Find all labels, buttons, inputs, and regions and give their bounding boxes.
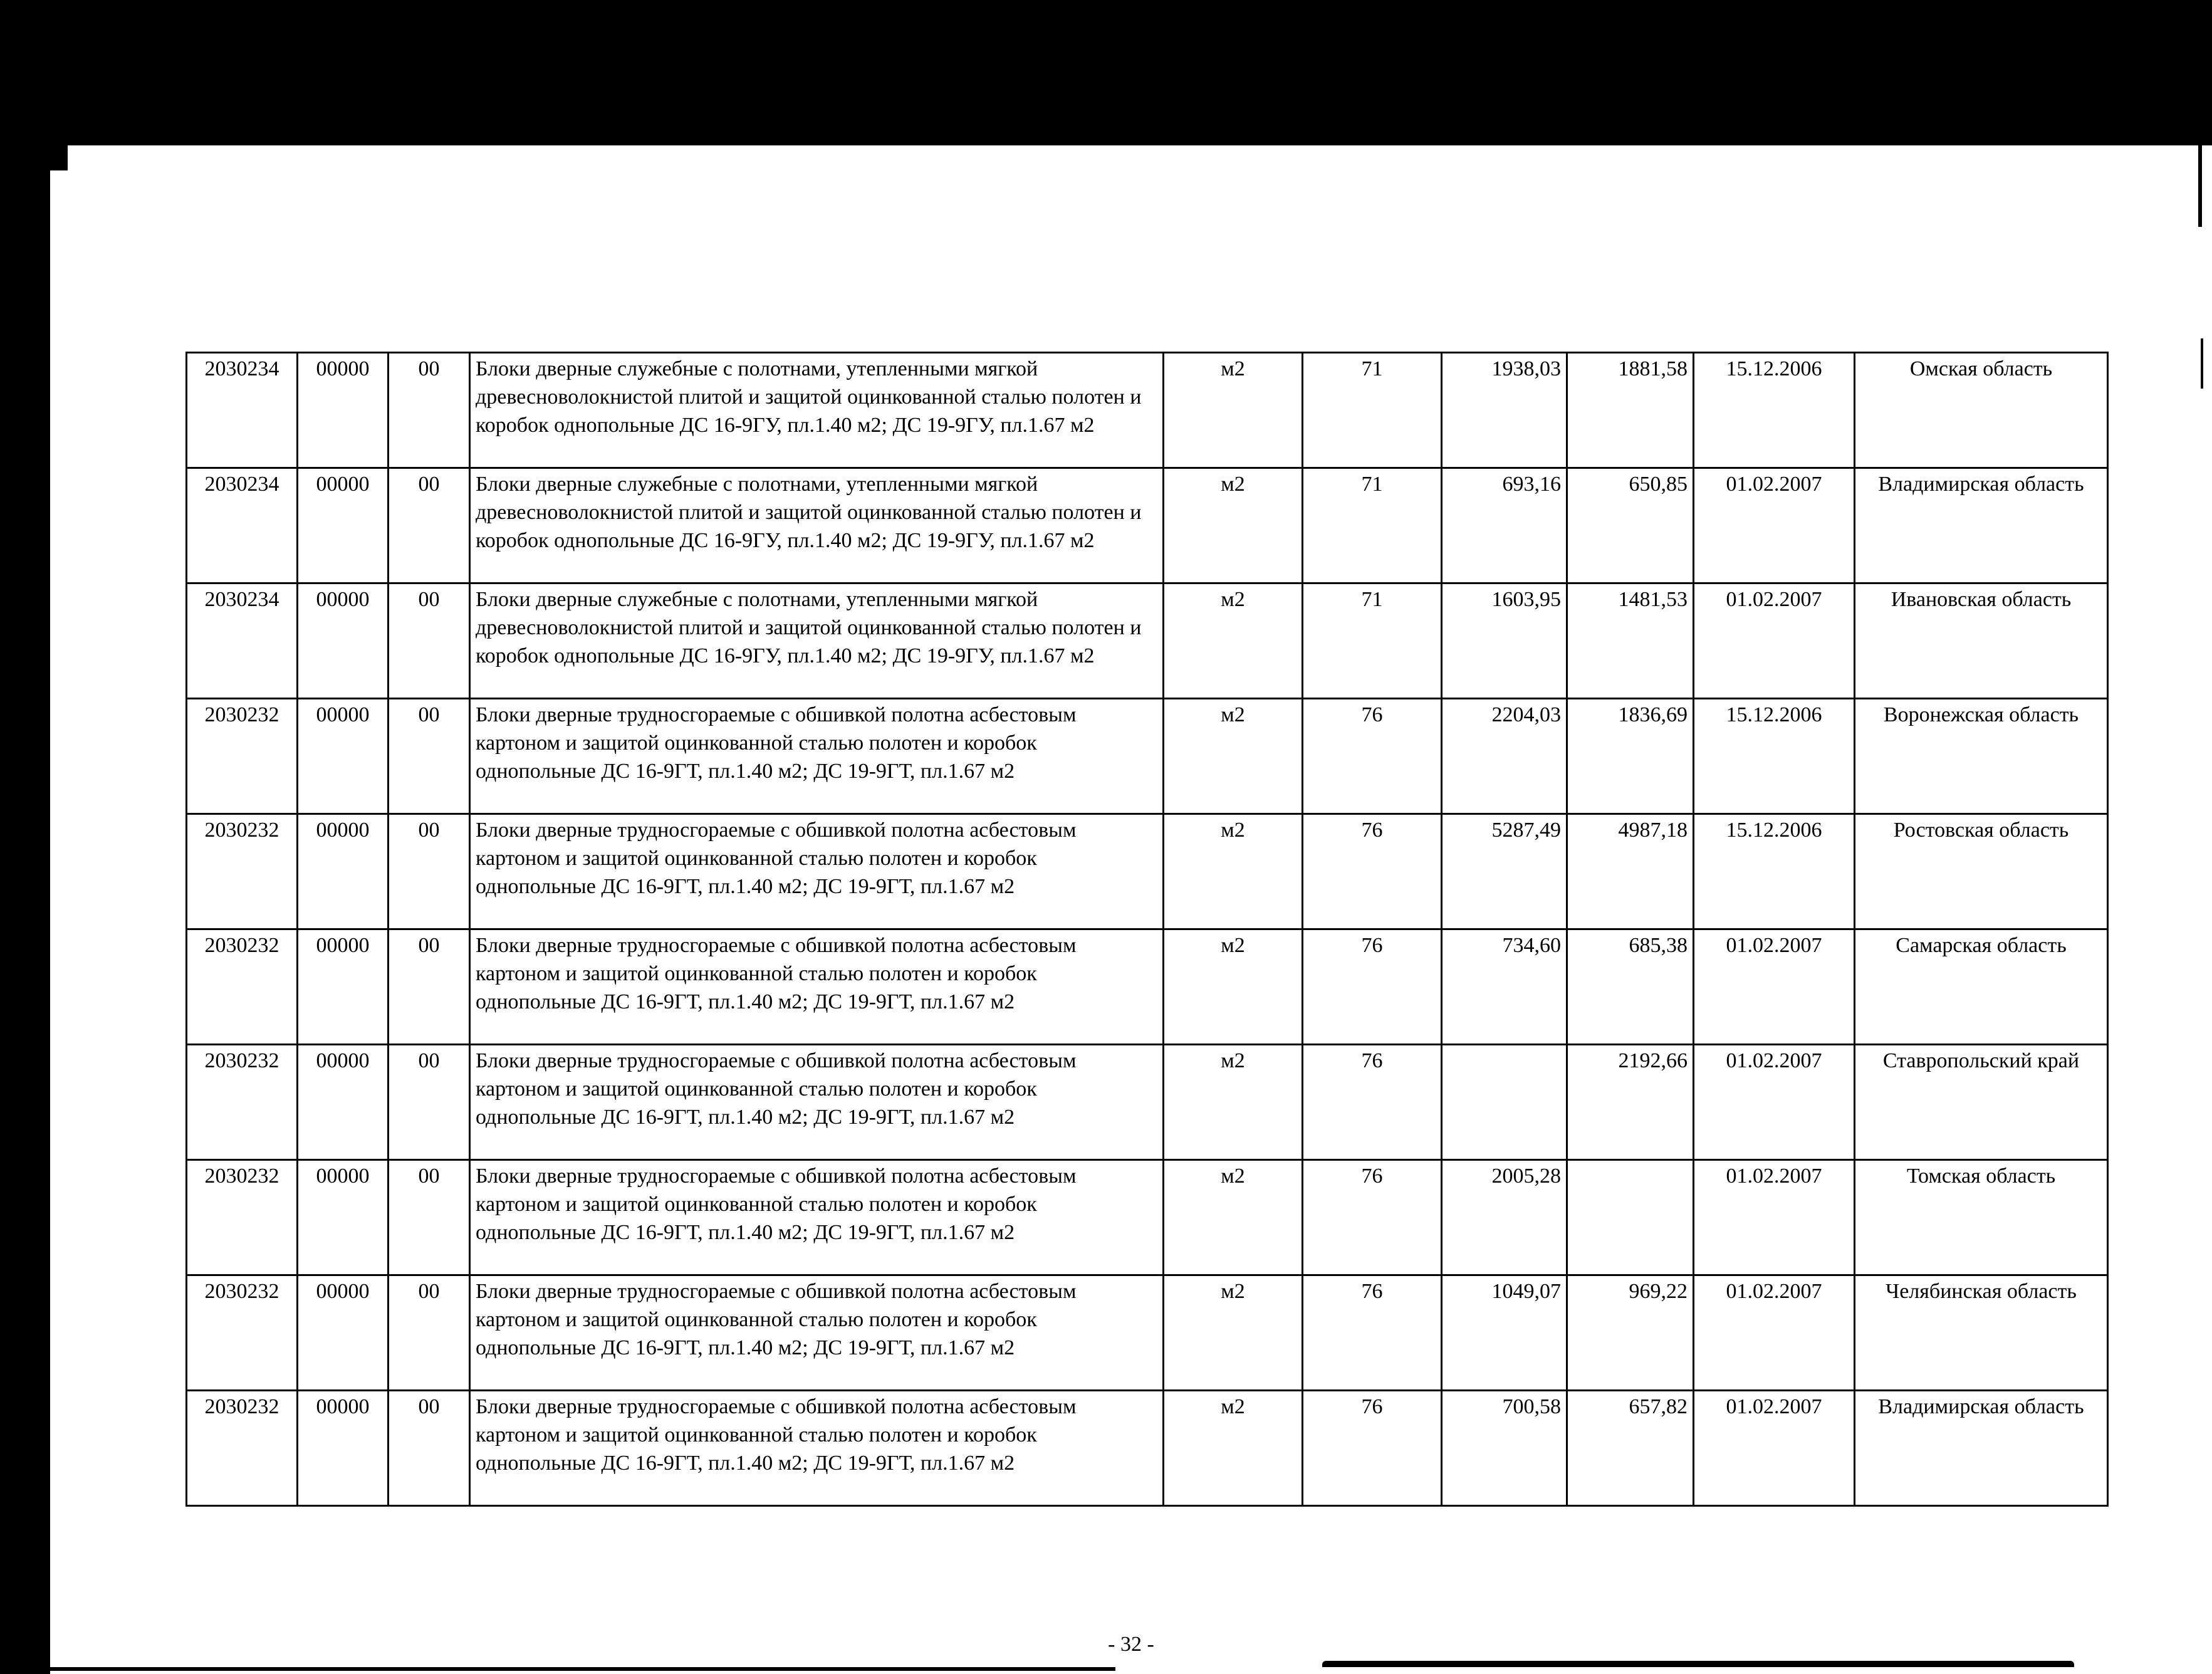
sub-code-cell: 00000	[298, 353, 389, 468]
group-code-cell: 76	[1303, 929, 1442, 1045]
price-without-vat-cell: 1836,69	[1567, 699, 1694, 814]
sub-code-cell: 00000	[298, 1160, 389, 1275]
table-body	[187, 353, 2108, 1506]
unit-cell: м2	[1164, 1275, 1303, 1391]
table-row	[187, 353, 2108, 468]
group-code-cell: 76	[1303, 699, 1442, 814]
price-without-vat-cell: 2192,66	[1567, 1045, 1694, 1160]
scan-line-bottom-left	[50, 1667, 1115, 1671]
price-without-vat-cell: 1881,58	[1567, 353, 1694, 468]
item-description-cell: Блоки дверные трудносгораемые с обшивкой полотна асбестовым картоном и защитой оцинкованной сталью полотен и коробок однопольные ДС 16-9ГТ, пл.1.40 м2; ДС 19-9ГТ, пл.1.67 м2	[470, 814, 1164, 929]
table-row	[187, 699, 2108, 814]
table-row	[187, 583, 2108, 699]
price-date-cell: 01.02.2007	[1694, 468, 1855, 583]
item-code-cell: 2030232	[187, 1045, 298, 1160]
unit-cell: м2	[1164, 1391, 1303, 1506]
table-row	[187, 1391, 2108, 1506]
group-code-cell: 76	[1303, 1275, 1442, 1391]
unit-cell: м2	[1164, 583, 1303, 699]
unit-cell: м2	[1164, 353, 1303, 468]
sub-code-cell: 00000	[298, 583, 389, 699]
sub-code-2-cell: 00	[389, 1045, 470, 1160]
price-date-cell: 01.02.2007	[1694, 1160, 1855, 1275]
item-description-cell: Блоки дверные трудносгораемые с обшивкой полотна асбестовым картоном и защитой оцинкованной сталью полотен и коробок однопольные ДС 16-9ГТ, пл.1.40 м2; ДС 19-9ГТ, пл.1.67 м2	[470, 1275, 1164, 1391]
region-cell: Томская область	[1855, 1160, 2108, 1275]
item-description-cell: Блоки дверные служебные с полотнами, утепленными мягкой древесноволокнистой плитой и защитой оцинкованной сталью полотен и коробок однопольные ДС 16-9ГУ, пл.1.40 м2; ДС 19-9ГУ, пл.1.67 м2	[470, 353, 1164, 468]
price-date-cell: 01.02.2007	[1694, 583, 1855, 699]
price-without-vat-cell: 1481,53	[1567, 583, 1694, 699]
table-row	[187, 929, 2108, 1045]
table-row	[187, 814, 2108, 929]
item-code-cell: 2030232	[187, 699, 298, 814]
group-code-cell: 76	[1303, 814, 1442, 929]
price-date-cell: 01.02.2007	[1694, 1391, 1855, 1506]
group-code-cell: 71	[1303, 583, 1442, 699]
sub-code-2-cell: 00	[389, 468, 470, 583]
price-date-cell: 15.12.2006	[1694, 353, 1855, 468]
price-with-vat-cell: 1938,03	[1442, 353, 1567, 468]
price-without-vat-cell: 657,82	[1567, 1391, 1694, 1506]
item-code-cell: 2030234	[187, 353, 298, 468]
price-with-vat-cell: 5287,49	[1442, 814, 1567, 929]
unit-cell: м2	[1164, 1160, 1303, 1275]
price-with-vat-cell: 700,58	[1442, 1391, 1567, 1506]
sub-code-cell: 00000	[298, 814, 389, 929]
sub-code-2-cell: 00	[389, 814, 470, 929]
scan-border-left	[0, 145, 50, 1674]
region-cell: Омская область	[1855, 353, 2108, 468]
region-cell: Ростовская область	[1855, 814, 2108, 929]
price-with-vat-cell: 693,16	[1442, 468, 1567, 583]
sub-code-cell: 00000	[298, 1275, 389, 1391]
table-row	[187, 1275, 2108, 1391]
sub-code-cell: 00000	[298, 699, 389, 814]
region-cell: Владимирская область	[1855, 468, 2108, 583]
item-description-cell: Блоки дверные трудносгораемые с обшивкой полотна асбестовым картоном и защитой оцинкованной сталью полотен и коробок однопольные ДС 16-9ГТ, пл.1.40 м2; ДС 19-9ГТ, пл.1.67 м2	[470, 699, 1164, 814]
sub-code-2-cell: 00	[389, 1275, 470, 1391]
scan-border-top	[0, 0, 2212, 145]
region-cell: Челябинская область	[1855, 1275, 2108, 1391]
price-date-cell: 01.02.2007	[1694, 1275, 1855, 1391]
sub-code-cell: 00000	[298, 468, 389, 583]
item-description-cell: Блоки дверные трудносгораемые с обшивкой полотна асбестовым картоном и защитой оцинкованной сталью полотен и коробок однопольные ДС 16-9ГТ, пл.1.40 м2; ДС 19-9ГТ, пл.1.67 м2	[470, 1160, 1164, 1275]
sub-code-2-cell: 00	[389, 1160, 470, 1275]
scan-mark-right-lower	[2201, 338, 2203, 389]
price-without-vat-cell: 650,85	[1567, 468, 1694, 583]
item-code-cell: 2030232	[187, 929, 298, 1045]
price-without-vat-cell	[1567, 1160, 1694, 1275]
price-with-vat-cell: 734,60	[1442, 929, 1567, 1045]
unit-cell: м2	[1164, 1045, 1303, 1160]
item-description-cell: Блоки дверные служебные с полотнами, утепленными мягкой древесноволокнистой плитой и защитой оцинкованной сталью полотен и коробок однопольные ДС 16-9ГУ, пл.1.40 м2; ДС 19-9ГУ, пл.1.67 м2	[470, 583, 1164, 699]
scan-mark-right	[2198, 145, 2202, 227]
unit-cell: м2	[1164, 468, 1303, 583]
region-cell: Ивановская область	[1855, 583, 2108, 699]
item-code-cell: 2030234	[187, 583, 298, 699]
price-with-vat-cell	[1442, 1045, 1567, 1160]
page-number: - 32 -	[1108, 1633, 1154, 1656]
price-with-vat-cell: 1049,07	[1442, 1275, 1567, 1391]
price-without-vat-cell: 685,38	[1567, 929, 1694, 1045]
unit-cell: м2	[1164, 814, 1303, 929]
price-date-cell: 15.12.2006	[1694, 699, 1855, 814]
price-date-cell: 01.02.2007	[1694, 1045, 1855, 1160]
table-row	[187, 1160, 2108, 1275]
sub-code-cell: 00000	[298, 1391, 389, 1506]
region-cell: Самарская область	[1855, 929, 2108, 1045]
price-date-cell: 01.02.2007	[1694, 929, 1855, 1045]
group-code-cell: 71	[1303, 468, 1442, 583]
group-code-cell: 71	[1303, 353, 1442, 468]
item-code-cell: 2030234	[187, 468, 298, 583]
table-row	[187, 1045, 2108, 1160]
price-date-cell: 15.12.2006	[1694, 814, 1855, 929]
item-description-cell: Блоки дверные трудносгораемые с обшивкой полотна асбестовым картоном и защитой оцинкованной сталью полотен и коробок однопольные ДС 16-9ГТ, пл.1.40 м2; ДС 19-9ГТ, пл.1.67 м2	[470, 929, 1164, 1045]
item-description-cell: Блоки дверные служебные с полотнами, утепленными мягкой древесноволокнистой плитой и защитой оцинкованной сталью полотен и коробок однопольные ДС 16-9ГУ, пл.1.40 м2; ДС 19-9ГУ, пл.1.67 м2	[470, 468, 1164, 583]
price-with-vat-cell: 1603,95	[1442, 583, 1567, 699]
item-description-cell: Блоки дверные трудносгораемые с обшивкой полотна асбестовым картоном и защитой оцинкованной сталью полотен и коробок однопольные ДС 16-9ГТ, пл.1.40 м2; ДС 19-9ГТ, пл.1.67 м2	[470, 1045, 1164, 1160]
table-row	[187, 468, 2108, 583]
price-without-vat-cell: 969,22	[1567, 1275, 1694, 1391]
region-cell: Владимирская область	[1855, 1391, 2108, 1506]
price-without-vat-cell: 4987,18	[1567, 814, 1694, 929]
group-code-cell: 76	[1303, 1391, 1442, 1506]
unit-cell: м2	[1164, 929, 1303, 1045]
sub-code-2-cell: 00	[389, 1391, 470, 1506]
sub-code-2-cell: 00	[389, 353, 470, 468]
region-cell: Ставропольский край	[1855, 1045, 2108, 1160]
item-code-cell: 2030232	[187, 814, 298, 929]
price-with-vat-cell: 2005,28	[1442, 1160, 1567, 1275]
price-table	[185, 352, 2109, 1507]
group-code-cell: 76	[1303, 1045, 1442, 1160]
scan-line-bottom-right	[1322, 1661, 2074, 1667]
item-code-cell: 2030232	[187, 1275, 298, 1391]
sub-code-2-cell: 00	[389, 699, 470, 814]
group-code-cell: 76	[1303, 1160, 1442, 1275]
price-with-vat-cell: 2204,03	[1442, 699, 1567, 814]
region-cell: Воронежская область	[1855, 699, 2108, 814]
sub-code-2-cell: 00	[389, 583, 470, 699]
sub-code-2-cell: 00	[389, 929, 470, 1045]
item-description-cell: Блоки дверные трудносгораемые с обшивкой полотна асбестовым картоном и защитой оцинкованной сталью полотен и коробок однопольные ДС 16-9ГТ, пл.1.40 м2; ДС 19-9ГТ, пл.1.67 м2	[470, 1391, 1164, 1506]
item-code-cell: 2030232	[187, 1160, 298, 1275]
sub-code-cell: 00000	[298, 929, 389, 1045]
scan-border-notch	[50, 145, 68, 170]
item-code-cell: 2030232	[187, 1391, 298, 1506]
unit-cell: м2	[1164, 699, 1303, 814]
sub-code-cell: 00000	[298, 1045, 389, 1160]
